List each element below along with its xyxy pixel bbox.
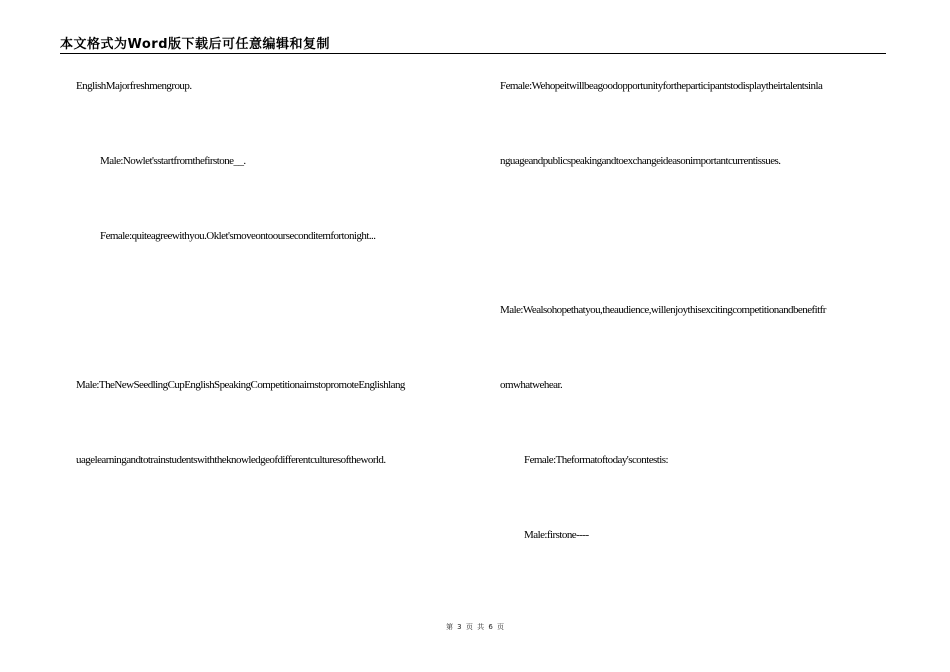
- page-number-current: 3: [457, 623, 462, 631]
- text-line: Male:TheNewSeedlingCupEnglishSpeakingCompetitionaimstopromoteEnglishlang: [76, 379, 405, 391]
- text-line: uagelearningandtotrainstudentswiththeknowledgeofdifferentculturesoftheworld.: [76, 454, 386, 466]
- text-line: Male:Nowlet'sstartfromthefirstone__.: [100, 155, 246, 167]
- text-line: omwhatwehear.: [500, 379, 563, 391]
- text-line: Male:firstone----: [524, 529, 589, 541]
- header-divider: [60, 53, 886, 54]
- page-number-total: 6: [488, 623, 493, 631]
- page-total-prefix: 共: [477, 623, 485, 631]
- page-footer: [0, 622, 950, 632]
- text-line: EnglishMajorfreshmengroup.: [76, 80, 192, 92]
- text-line: nguageandpublicspeakingandtoexchangeideasonimportantcurrentissues.: [500, 155, 781, 167]
- text-line: Female:quiteagreewithyou.Oklet'smoveontoourseconditemfortonight...: [100, 230, 376, 242]
- text-line: Male:Wealsohopethatyou,theaudience,willenjoythisexcitingcompetitionandbenefitfr: [500, 304, 826, 316]
- text-line: Female:Theformatoftoday'scontestis:: [524, 454, 669, 466]
- page-number-unit: 页: [465, 623, 473, 631]
- text-line: Female:Wehopeitwillbeagoodopportunityfortheparticipantstodisplaytheirtalentsinla: [500, 80, 823, 92]
- page-header-title: 本文格式为Word版下载后可任意编辑和复制: [60, 37, 331, 52]
- page-total-unit: 页: [497, 623, 505, 631]
- page-number-prefix: 第: [445, 623, 453, 631]
